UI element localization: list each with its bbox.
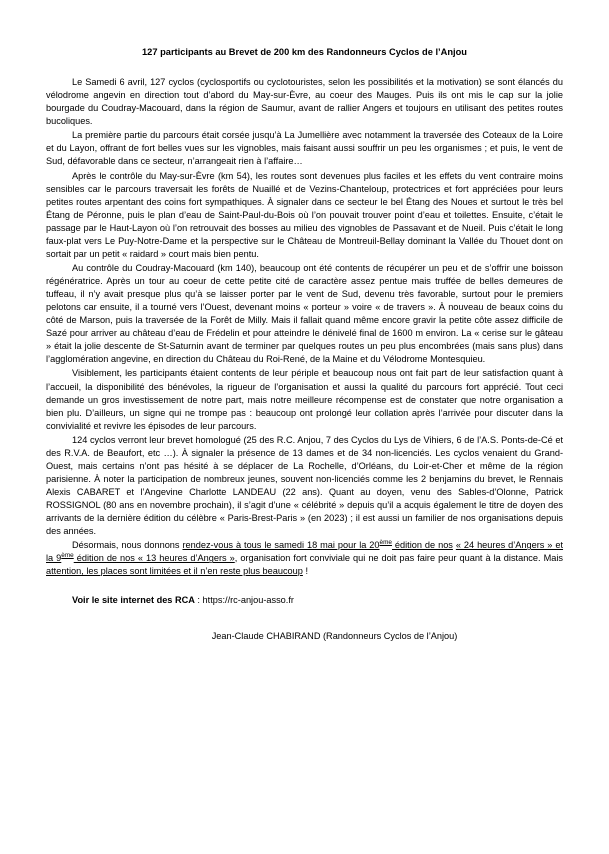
ordinal-suffix-1: ème — [379, 539, 392, 547]
paragraph: La première partie du parcours était corsée jusqu’à La Jumellière avec notamment la traversée des Coteaux de la Loire et du Layon, offrant de fort belles vues sur les vignobles, mais faisant aussi souffrir un peu les organismes ; et puis, le vent de Sud, défavorable dans ce secteur, n’arrangeait rien à l’affaire… — [46, 130, 563, 167]
closing-paragraph — [46, 539, 563, 578]
signature: Jean-Claude CHABIRAND (Randonneurs Cyclos de l’Anjou) — [211, 631, 458, 642]
site-link-label: Voir le site internet des RCA — [72, 595, 195, 606]
paragraph: Après le contrôle du May-sur-Èvre (km 54), les routes sont devenues plus faciles et les effets du vent contraire moins sensibles car le parcours traversait les forêts de Nuaillé et de Vezins-Chanteloup, protectrices et fort appréciées pour leurs petites routes arpentant des coins fort sympathiques. À signaler dans ce secteur le bel Étang des Noues et surtout le très bel Étang de Péronne, puis le plan d’eau de Saint-Paul-du-Bois où l’on pouvait trouver point d’eau et toilettes. Ensuite, c’était le passage par le Haut-Layon où l’on retrouvait des bosses au milieu des vignobles de Passavant et de Nueil. Puis c’était le long faux-plat vers Le Puy-Notre-Dame et la perspective sur le Château de Montreuil-Bellay dominant la Vallée du Thouet dont on sortait par un petit « raidard » court mais bien pentu. — [46, 170, 563, 259]
closing-underline-3: attention, les places sont limitées et il n’en reste plus beaucoup — [46, 566, 303, 577]
closing-end: ! — [302, 566, 309, 577]
site-link-line — [46, 595, 563, 605]
paragraph: Le Samedi 6 avril, 127 cyclos (cyclosportifs ou cyclotouristes, selon les possibilités et la motivation) se sont élancés du vélodrome angevin en direction tout d’abord du May-sur-Èvre, au coeur des Mauges. Puis ils ont mis le cap sur la jolie bourgade du Coudray-Macouard, dans la région de Saumur, avant de rallier Angers et toujours en utilisant des petites routes bucoliques. — [46, 77, 563, 127]
closing-lead: Désormais, nous donnons — [72, 540, 183, 551]
closing-underline-2b: édition de nos « 13 heures d’Angers » — [73, 553, 235, 564]
closing-underline-1: rendez-vous à tous le samedi 18 mai pour la 20 — [182, 540, 380, 551]
ordinal-suffix-2: ème — [61, 552, 74, 560]
paragraph: Visiblement, les participants étaient contents de leur périple et beaucoup nous ont fait part de leur satisfaction quant à l’accueil, la disponibilité des bénévoles, la rigueur de l’organisation et aussi la qualité du parcours fort apprécié. Tout ceci demande un gros investissement de notre part, mais notre meilleure récompense est de constater que notre organisation a bien plu. D’ailleurs, un signe qui ne trompe pas : beaucoup ont prolongé leur collation après l’arrivée pour discuter dans la convivialité et revivre les épisodes de leur parcours. — [46, 368, 563, 431]
paragraph: 124 cyclos verront leur brevet homologué (25 des R.C. Anjou, 7 des Cyclos du Lys de Vihiers, 6 de l’A.S. Ponts-de-Cé et des R.V.A. de Beaufort, etc …). À signaler la présence de 13 dames et de 34 non-licenciés. Les cyclos venaient du Grand-Ouest, mais certains n’ont pas hésité à se déplacer de La Rochelle, d’Orléans, du Loir-et-Cher et même de la région parisienne. À noter la participation de nombreux jeunes, souvent non-licenciés comme les 2 benjamins du brevet, le Rennais Alexis CABARET et l’Angevine Charlotte LANDEAU (22 ans). Quant au doyen, venu des Sables-d’Olonne, Patrick ROSSIGNOL (80 ans en novembre prochain), il s’agit d’une « célébrité » depuis qu’il a acquis également le titre de doyen des arrivants de la dernière édition du célèbre « Paris-Brest-Paris » (en 2023) ; il est aussi un familier de nos organisations depuis des années. — [46, 434, 563, 537]
site-link-separator: : — [194, 595, 203, 606]
site-link-url[interactable]: https://rc-anjou-asso.fr — [202, 595, 294, 606]
page-title: 127 participants au Brevet de 200 km des Randonneurs Cyclos de l’Anjou — [142, 47, 467, 57]
paragraph: Au contrôle du Coudray-Macouard (km 140), beaucoup ont été contents de récupérer un peu et de s’offrir une boisson régénératrice. Après un tour au coeur de cette petite cité de caractère assez pentue mais truffée de belles demeures de tuffeau, il n’y avait presque plus qu’à se laisser porter par le vent de Sud, devenu très favorable, surtout pour le premiers pelotons car ensuite, il a tourné vers l’Ouest, devenant moins « porteur » voire « de travers ». À nouveau de beaux coins du côté de Marson, puis la traversée de la Forêt de Milly. Mais il fallait quand même encore gravir la petite côte assez difficile de Sazé pour arriver au château d’eau de Frédelin et pour atteindre le dénivelé final de 1600 m environ. La « cerise sur le gâteau » était la jolie descente de St-Saturnin avant de terminer par quelques routes un peu plus encombrées (mais sans plus) dans l’agglomération angevine, en direction du Château du Roi-René, de la Maine et du Vélodrome Montesquieu. — [46, 262, 563, 365]
closing-mid: , organisation fort conviviale qui ne doit pas faire peur quant à la distance. Mais — [234, 553, 563, 564]
closing-underline-1b: édition de nos — [391, 540, 453, 551]
closing-underline-2: « 24 heures d’Angers » et la 9 — [46, 540, 564, 564]
